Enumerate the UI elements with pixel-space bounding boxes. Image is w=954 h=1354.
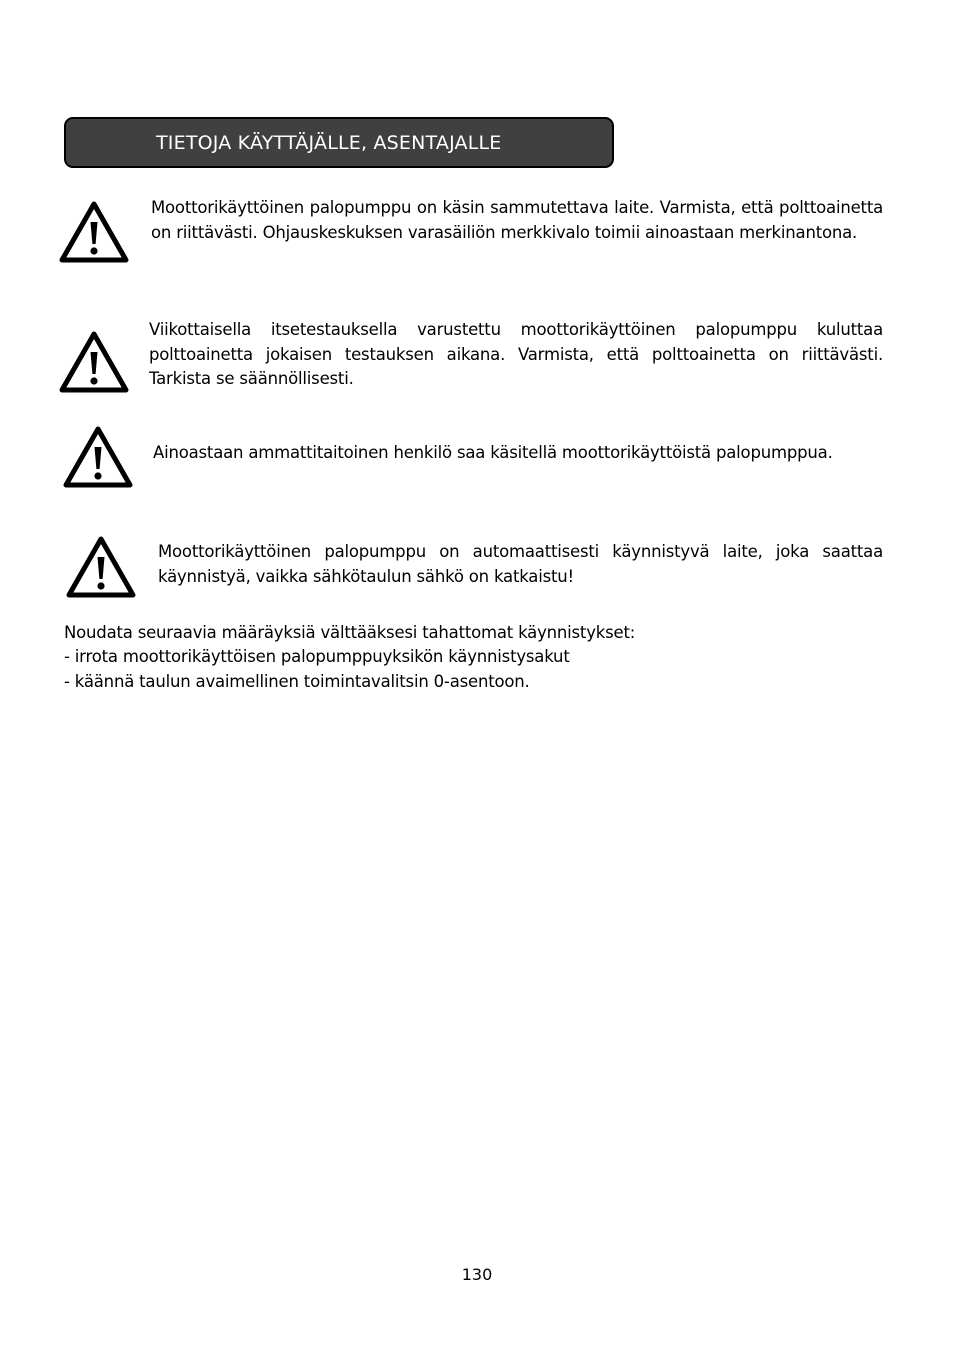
warning-triangle-icon bbox=[65, 535, 137, 599]
warning-text-qualified-person: Ainoastaan ammattitaitoinen henkilö saa käsitellä moottorikäyttöistä palopumppua. bbox=[153, 443, 833, 462]
warning-text-automatic-start: Moottorikäyttöinen palopumppu on automaattisesti käynnistyvä laite, joka saattaa käynnistyä, vaikka sähkötaulun sähkö on katkaistu! bbox=[158, 542, 883, 586]
section-header bbox=[64, 117, 614, 168]
section-title: TIETOJA KÄYTTÄJÄLLE, ASENTAJALLE bbox=[156, 132, 502, 154]
warning-text-weekly-selftest: Viikottaisella itsetestauksella varustettu moottorikäyttöinen palopumppu kuluttaa polttoainetta jokaisen testauksen aikana. Varmista, että polttoainetta on riittävästi. Tarkista se säännöllisesti. bbox=[149, 320, 883, 388]
page-number: 130 bbox=[461, 1265, 493, 1284]
warning-triangle-icon bbox=[58, 330, 130, 394]
warning-triangle-icon bbox=[58, 200, 130, 264]
warning-text-fuel-manual-stop: Moottorikäyttöinen palopumppu on käsin sammutettava laite. Varmista, että polttoainetta on riittävästi. Ohjauskeskuksen varasäiliön merkkivalo toimii ainoastaan merkinantona. bbox=[151, 198, 883, 242]
instruction-item: - irrota moottorikäyttöisen palopumppuyksikön käynnistysakut bbox=[64, 647, 570, 666]
instructions-intro: Noudata seuraavia määräyksiä välttääksesi tahattomat käynnistykset: bbox=[64, 623, 636, 642]
instruction-item: - käännä taulun avaimellinen toimintavalitsin 0-asentoon. bbox=[64, 672, 530, 691]
warning-triangle-icon bbox=[62, 425, 134, 489]
